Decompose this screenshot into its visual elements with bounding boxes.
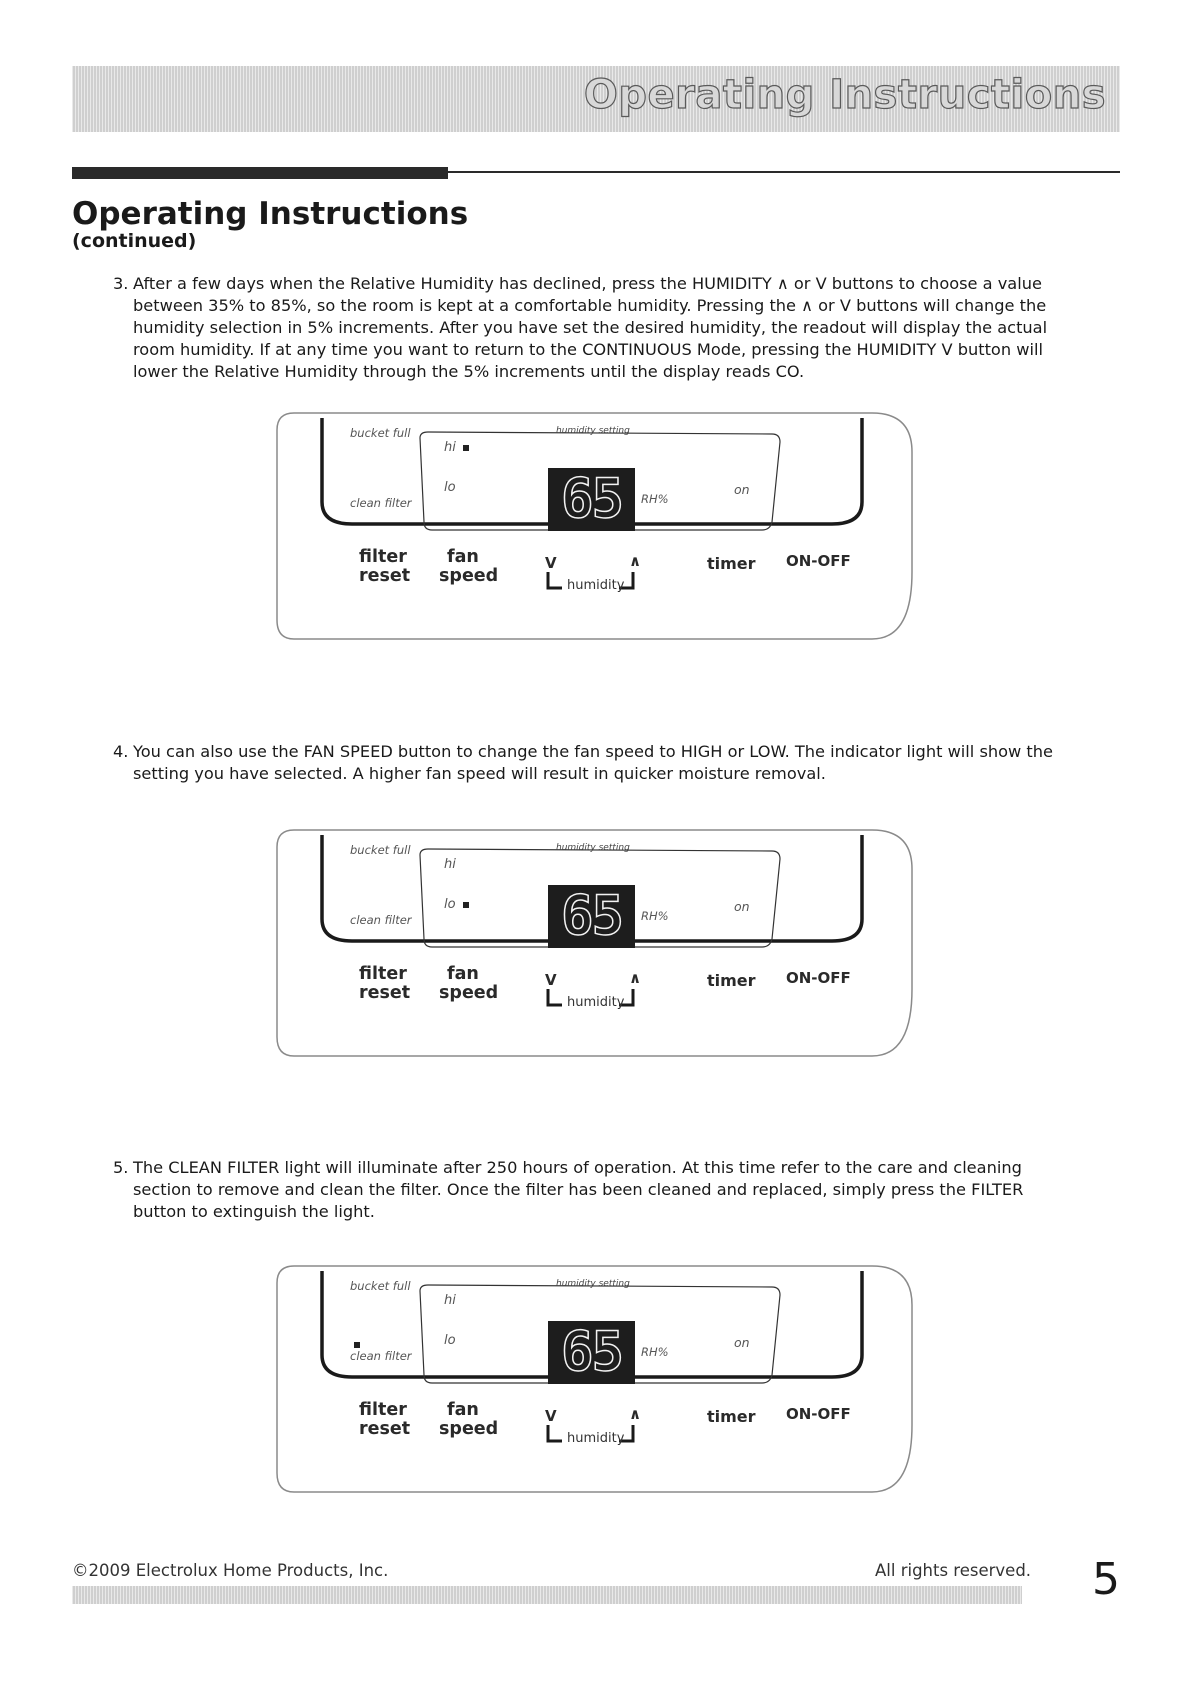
step-number: 3. xyxy=(113,274,129,293)
rh-unit-label: RH% xyxy=(641,1345,669,1359)
step-number: 5. xyxy=(113,1158,129,1177)
filter-reset-button[interactable]: filter reset xyxy=(359,964,411,1003)
bucket-full-indicator: bucket full xyxy=(350,426,411,440)
filter-reset-button[interactable]: filter reset xyxy=(359,547,411,586)
clean-filter-indicator: clean filter xyxy=(350,1349,412,1363)
humidity-bracket xyxy=(276,412,914,642)
rights-text: All rights reserved. xyxy=(875,1561,1032,1580)
page-title: Operating Instructions xyxy=(72,196,469,232)
display-value: 65 xyxy=(560,467,623,530)
on-indicator: on xyxy=(734,482,750,497)
humidity-up-button[interactable]: ∧ xyxy=(629,1405,642,1423)
page-number: 5 xyxy=(1092,1554,1120,1605)
hi-indicator: hi xyxy=(444,1293,456,1308)
step-number: 4. xyxy=(113,742,129,761)
control-panel-diagram xyxy=(276,829,914,1059)
display-value: 65 xyxy=(560,1320,623,1383)
humidity-bracket xyxy=(276,1265,914,1495)
step-text: You can also use the FAN SPEED button to change the fan speed to HIGH or LOW. The indicator light will show the setting you have selected. A higher fan speed will result in quicker moisture removal. xyxy=(133,742,1053,783)
humidity-up-button[interactable]: ∧ xyxy=(629,969,642,987)
lo-indicator: lo xyxy=(444,1333,456,1348)
on-off-button[interactable]: ON-OFF xyxy=(786,1405,851,1423)
step-3 xyxy=(113,273,1073,383)
step-text: The CLEAN FILTER light will illuminate after 250 hours of operation. At this time refer to the care and cleaning section to remove and clean the filter. Once the filter has been cleaned and replaced, simply press the FILTER button to extinguish the light. xyxy=(133,1158,1024,1221)
humidity-setting-label: humidity setting xyxy=(556,426,630,436)
rh-unit-label: RH% xyxy=(641,492,669,506)
section-rule-thin xyxy=(448,171,1120,173)
humidity-down-button[interactable]: V xyxy=(545,1407,557,1425)
section-rule-thick xyxy=(72,167,448,179)
bucket-full-indicator: bucket full xyxy=(350,1279,411,1293)
timer-button[interactable]: timer xyxy=(707,554,756,573)
lo-indicator: lo xyxy=(444,480,456,495)
on-indicator: on xyxy=(734,1335,750,1350)
humidity-up-button[interactable]: ∧ xyxy=(629,552,642,570)
humidity-label: humidity xyxy=(567,578,625,593)
humidity-setting-label: humidity setting xyxy=(556,843,630,853)
fan-speed-button[interactable]: fan speed xyxy=(439,547,499,586)
header-title: Operating Instructions xyxy=(583,72,1106,118)
hi-indicator: hi xyxy=(444,857,456,872)
step-4 xyxy=(113,741,1073,785)
humidity-label: humidity xyxy=(567,1431,625,1446)
bucket-full-indicator: bucket full xyxy=(350,843,411,857)
humidity-bracket xyxy=(276,829,914,1059)
step-5 xyxy=(113,1157,1073,1223)
humidity-down-button[interactable]: V xyxy=(545,554,557,572)
timer-button[interactable]: timer xyxy=(707,971,756,990)
filter-reset-button[interactable]: filter reset xyxy=(359,1400,411,1439)
page-subtitle: (continued) xyxy=(72,230,197,252)
fan-speed-button[interactable]: fan speed xyxy=(439,964,499,1003)
on-off-button[interactable]: ON-OFF xyxy=(786,552,851,570)
timer-button[interactable]: timer xyxy=(707,1407,756,1426)
copyright-text: ©2009 Electrolux Home Products, Inc. xyxy=(72,1561,389,1580)
header-band xyxy=(72,66,1120,132)
control-panel-diagram xyxy=(276,1265,914,1495)
humidity-label: humidity xyxy=(567,995,625,1010)
humidity-down-button[interactable]: V xyxy=(545,971,557,989)
fan-speed-button[interactable]: fan speed xyxy=(439,1400,499,1439)
lo-indicator: lo xyxy=(444,897,469,912)
on-indicator: on xyxy=(734,899,750,914)
display-value: 65 xyxy=(560,884,623,947)
control-panel-diagram xyxy=(276,412,914,642)
clean-filter-indicator: clean filter xyxy=(350,496,412,510)
humidity-setting-label: humidity setting xyxy=(556,1279,630,1289)
on-off-button[interactable]: ON-OFF xyxy=(786,969,851,987)
step-text: After a few days when the Relative Humidity has declined, press the HUMIDITY ∧ or V buttons to choose a value between 35% to 85%, so the room is kept at a comfortable humidity. Pressing the ∧ or V buttons will change the humidity selection in 5% increments. After you have set the desired humidity, the readout will display the actual room humidity. If at any time you want to return to the CONTINUOUS Mode, pressing the HUMIDITY V button will lower the Relative Humidity through the 5% increments until the display reads CO. xyxy=(133,274,1048,381)
hi-indicator: hi xyxy=(444,440,469,455)
rh-unit-label: RH% xyxy=(641,909,669,923)
footer-band xyxy=(72,1586,1022,1604)
clean-filter-indicator: clean filter xyxy=(350,913,412,927)
